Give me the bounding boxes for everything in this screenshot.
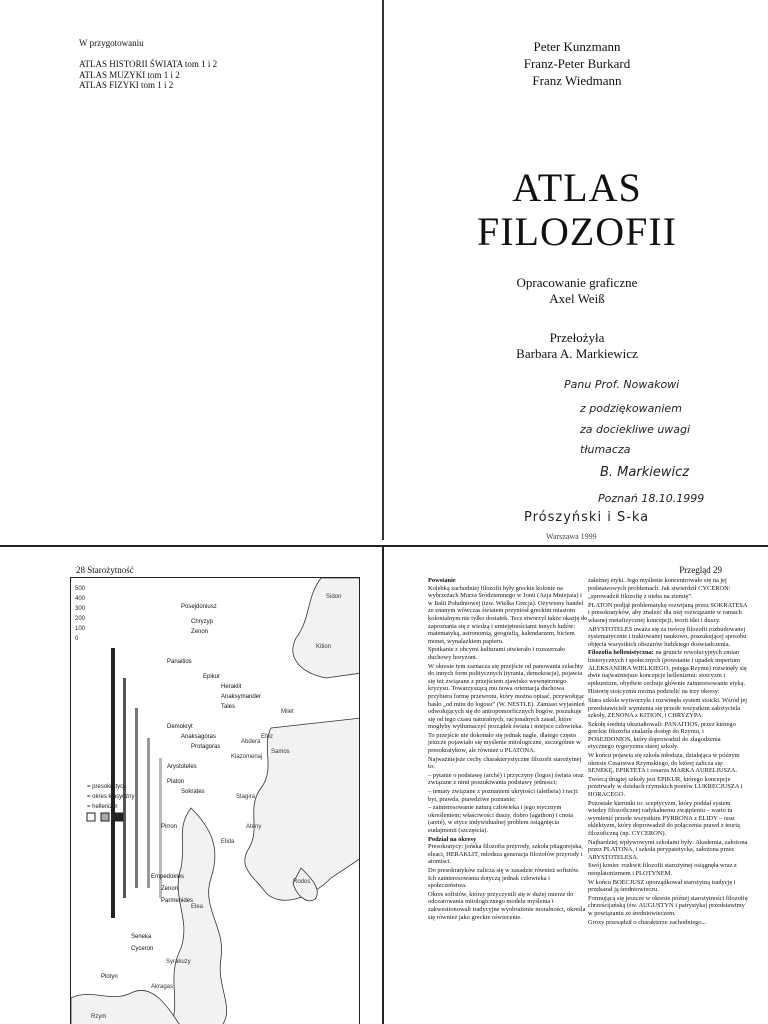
bottom-spread: [0, 545, 768, 1024]
paragraph: PLATON podjął problematykę rozwijaną przez SOKRATESA i presokratyków, aby znaleźć dla niej rozwiązanie w ramach własnej metafizycznej koncepcji, teorii idei i duszy.: [588, 601, 748, 624]
place-label: Akragas: [151, 984, 174, 990]
philosopher-label: Seneka: [131, 934, 152, 940]
section-heading: Podział na okresy: [428, 835, 477, 843]
paragraph: [588, 649, 748, 687]
legend-classical: = okres klasyczny: [87, 794, 135, 800]
prep-item: ATLAS FIZYKI tom 1 i 2: [79, 80, 174, 90]
place-label: Sidon: [326, 594, 342, 600]
philosopher-label: Anaksymander: [221, 694, 262, 700]
paragraph: Swój koniec rozkwit filozofii starożytnej osiągnęła wraz z neoplatonizmem i PLOTYNEM.: [588, 862, 737, 877]
philosopher-label: Demokryt: [167, 724, 193, 730]
legend-hellenism: = hellenizm: [87, 804, 118, 810]
section-heading: Powstanie: [428, 577, 456, 584]
tick-label: 100: [75, 626, 86, 632]
paragraph: Okres sofistów, którzy przyczynili się w dużej mierze do odczarowania mitologicznego modelu myślenia i zakwestionowali tradycyjne wyobrażenie moralności, określa się również jako greckie oświecenie.: [428, 890, 586, 921]
philosopher-label: Posejdoniusz: [181, 604, 217, 610]
handwritten-dedication-line: tłumacza: [580, 443, 631, 456]
page-header: Przegląd 29: [679, 565, 722, 575]
handwritten-dedication-line: za dociekliwe uwagi: [580, 423, 691, 436]
paragraph: Formującą się jeszcze w okresie późnej starożytności filozofię chrześcijańską (św. AUGUSTYN i patrystyka) przedstawimy w powiązaniu ze średniowieczem.: [588, 894, 748, 917]
author-name: Franz Wiedmann: [532, 73, 622, 88]
in-preparation-heading: W przygotowaniu: [79, 38, 144, 48]
legend-presocratics: = presokratycy: [87, 784, 127, 790]
handwritten-dedication-line: z podziękowaniem: [580, 402, 682, 415]
philosopher-label: Platon: [167, 779, 185, 785]
authors-block: [386, 38, 768, 89]
title-page: [386, 0, 768, 540]
handwritten-dedication-line: Panu Prof. Nowakowi: [564, 378, 680, 391]
paragraph: Historię stoicyzmu można podzielić na trzy okresy:: [588, 688, 720, 696]
book-title-line-2: FILOZOFII: [476, 209, 678, 254]
philosopher-label: Plotyn: [101, 974, 118, 980]
translator-label: Przełożyła: [549, 330, 605, 345]
paragraph-text: Kolebką zachodniej filozofii były greckie kolonie na wybrzeżach Morza Śródziemnego w Jonii (Azja Mniejsza) i w Italii Południowej (tzw. Wielka Grecja). Ożywiony handel ze znanym wówczas światem przyniósł greckim miastom kolonialnym nie tylko dostatek. Tecz stworzył także okazję do zapoznania się z wiedzą i umiejętnościami innych ludów: matematyką, astronomią, geografią, kalendarzem, biciem monet, wynalazkiem papieru.: [428, 584, 588, 645]
text-column-left: [428, 577, 588, 922]
philosopher-label: Panaitios: [167, 659, 192, 665]
paragraph: Groxy przesądził o charakterze zachodniego...: [588, 918, 707, 926]
philosopher-label: Epikur: [203, 674, 221, 680]
philosopher-label: Zenon: [161, 886, 179, 892]
philosopher-label: Protagoras: [191, 744, 221, 750]
tick-label: 300: [75, 606, 86, 612]
in-preparation-block: [79, 38, 217, 91]
philosopher-label: Chryzyp: [191, 619, 214, 625]
philosopher-label: Arystoteles: [167, 764, 197, 770]
timeline-ticks: [75, 586, 86, 642]
page-28: [0, 547, 384, 1024]
place-label: Samos: [271, 749, 290, 755]
tick-label: 500: [75, 586, 86, 592]
graphic-design-credit: [386, 275, 768, 307]
legend: [87, 784, 135, 821]
map-svg: [71, 578, 360, 1024]
place-label: Abdera: [241, 739, 261, 745]
paragraph-text: na gruncie rewolucyjnych zmian historycznych i społecznych (powstanie i upadek imperium ALEKSANDRA WIELKIEGO; potęga Rzymu) rozwinęły się dwie najważniejsze koncepcje hellenizmu: stoicyzm i epikureizm, obydwie cechuje głównie zainteresowanie etyką.: [588, 649, 747, 687]
place-label: Rzym: [91, 1014, 107, 1020]
handwritten-signature: B. Markiewicz: [600, 465, 690, 480]
philosopher-label: Heraklit: [221, 684, 242, 690]
graphic-author: Axel Weiß: [549, 291, 605, 306]
place-label: Efez: [261, 734, 274, 740]
paragraph: „sprowadził filozofię z nieba na ziemię”.: [588, 593, 693, 601]
place-label: Milet: [281, 709, 294, 715]
place-label: Kition: [316, 644, 332, 650]
paragraph-text: Presokratycy: jońska filozofia przyrody, szkoła pitagorejska, eleaci, HERAKLIT, młodsza generacja filozofów przyrody i atomiści.: [428, 843, 583, 866]
place-label: Syrakuzy: [166, 959, 191, 965]
paragraph: zależnej etyki. Jego myślenie koncentrowało się na jej podstawowych problemach. Jak stwierdził CYCERON:: [588, 577, 731, 592]
handwritten-date: Poznań 18.10.1999: [598, 492, 705, 505]
paragraph: – zainteresowanie naturą człowieka i jego etycznym określeniem; właściwości duszy, dobro (agathon) i cnota (areté), w etyce indywidualnej problem osiągnięcia eudajmonii (szczęścia).: [428, 804, 573, 834]
author-name: Peter Kunzmann: [533, 39, 621, 54]
tick-label: 0: [75, 636, 79, 642]
prep-item: ATLAS HISTORII ŚWIATA tom 1 i 2: [79, 59, 218, 69]
place-label: Elida: [221, 839, 235, 845]
paragraph: Stara szkoła wytworzyła i rozwinęła system stoicki. Wśród jej przedstawicieli wymienia się przede wszystkim założyciela szkoły, ZENONA z KITION, i CHRYZYPA.: [588, 696, 748, 720]
paragraph: – tematy związane z poznaniem ukrytości (aletheia) i racji: byt, prawda, prawdziwe poznanie;: [428, 788, 579, 803]
paragraph: Do presokratyków zalicza się w zasadzie również sofistów. Ich zainteresowania dotyczą jednak człowieka i społeczeństwa.: [428, 866, 580, 890]
tick-label: 200: [75, 616, 86, 622]
author-name: Franz-Peter Burkard: [523, 56, 631, 71]
translator-name: Barbara A. Markiewicz: [516, 346, 638, 361]
philosopher-label: Parmenides: [161, 898, 194, 904]
book-title-line-1: ATLAS: [512, 165, 642, 210]
paragraph: W końcu BOECJUSZ uporządkował starożytną tradycję i przekazał ją średniowieczu.: [588, 878, 736, 894]
paragraph: [428, 836, 588, 866]
tick-label: 400: [75, 596, 86, 602]
paragraph: Twórcą drugiej szkoły jest EPIKUR, którego koncepcje przetrwały w dziełach rzymskich poetów LUKRECJUSZA i HORACEGO.: [588, 775, 743, 799]
publication-place-year: Warszawa 1999: [546, 532, 597, 541]
philosopher-label: Anaksagoras: [181, 734, 217, 740]
paragraph: [428, 577, 588, 645]
paragraph: To przejście nie dokonało się jednak nagle, dlatego często jeszcze pojawiało się myślenie mitologiczne, szczególnie w presokratykow, ale również u PLATONA.: [428, 731, 581, 755]
philosopher-label: Tales: [221, 704, 236, 710]
translator-credit: [386, 330, 768, 362]
graphic-label: Opracowanie graficzne: [516, 275, 638, 290]
place-label: Stagira: [236, 794, 256, 800]
paragraph: W okresie tym zaznacza się przejście od panowania szlachty do innych form politycznych (tyrania, demokracja), pojawia się też związane z przejściem zjawisko wewnętrznego kryzysu. Towarzyszącą mu nowa orientacja duchowa przybiera formę przewrotu, który można opisać, przywołując hasło „od mitu do logosu” (W. NESTLE). Zamiast wyjaśnień odwołujących się do antropomorficznych bogów, poszukuje się od tego czasu naturalnych, racjonalnych zasad, które mogłyby wytłumaczyć porządek świata i miejsce człowieka.: [428, 662, 585, 731]
paragraph: Najbardziej wpływowymi szkołami były: Akademia, założona przez PLATONA, i szkoła perypatetycka, założona przez ARYSTOTELESA.: [588, 838, 748, 861]
philosopher-label: Empedokles: [151, 874, 185, 880]
paragraph: Szkołę średnią ukształtowali: PANAITIOS, przez którego greckie filozofia znalazła dostęp do Rzymu, i POSEJDONIOS, który doprowadził do złagodzenia etycznego rygoryzmu starej szkoły.: [588, 720, 736, 751]
philosopher-label: Sokrates: [181, 789, 205, 795]
paragraph: Najważniejsze cechy charakterystyczne filozofii starożytnej to:: [428, 755, 582, 771]
paragraph: ARYSTOTELES uważa się za twórcę filozofii rozbudowanej systematycznie i traktowanej naukowo, poszukującej sposobu objęcia wszystkich obszarów ludzkiego doświadczenia.: [588, 625, 747, 648]
place-label: Klazomenaj: [231, 754, 263, 760]
philosopher-label: Zenon: [191, 629, 209, 635]
page-header: 28 Starożytność: [76, 565, 134, 575]
paragraph: W końcu pojawia się szkoła młodsza, działająca w późnym okresie Cesarstwa Rzymskiego, do której zalicza się: SENEKĘ, EPIKTETA i cesarza MARKA AURELIUSZA.: [588, 752, 740, 775]
place-label: Rodos: [293, 879, 311, 885]
section-heading: Filozofia hellenistyczna:: [588, 649, 654, 657]
place-label: Elea: [191, 904, 204, 910]
philosopher-label: Cyceron: [131, 946, 154, 952]
text-column-right: [588, 577, 748, 927]
page-29: [386, 547, 768, 1024]
paragraph: – pytanie o podstawę (arché) i przyczyny (logos) świata oraz związane z nimi poszukiwania podstawy jedności;: [428, 771, 584, 787]
place-label: Ateny: [246, 824, 262, 830]
paragraph: Spotkanie z obcymi kulturami otwierało i rozszerzało duchowy horyzont.: [428, 646, 565, 661]
prep-item: ATLAS MUZYKI tom 1 i 2: [79, 69, 180, 80]
timeline-map-figure: [70, 577, 360, 1024]
left-page-top: [0, 0, 384, 540]
philosopher-label: Pirron: [161, 824, 178, 830]
paragraph: Pozostałe kierunki to: sceptycyzm, który poddał system wiedzy filozoficznej radykalnemu zwątpieniu – warto tu wymienić przede wszystkim PYRRONA z ELIDY – oraz eklektyzm, który doprowadził do połączenia prawd z teorią filozoficzną (np. CYCERON).: [588, 799, 740, 837]
publisher-name: Prószyński i S-ka: [524, 510, 650, 525]
